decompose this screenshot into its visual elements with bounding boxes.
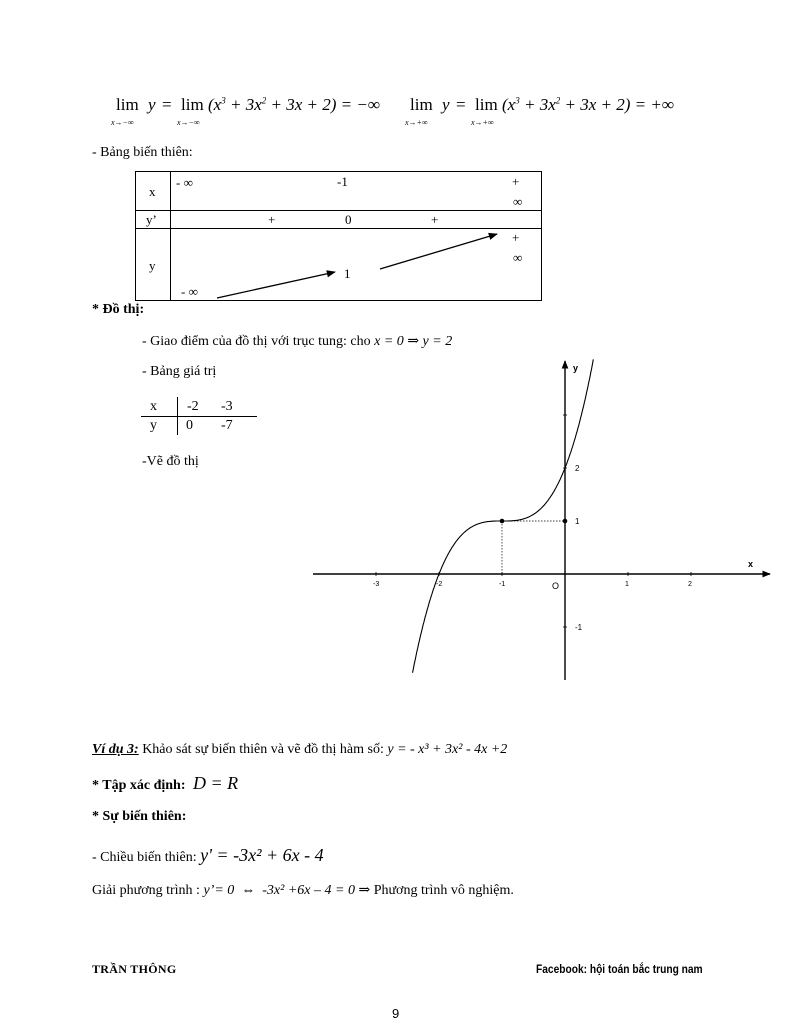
lim-subscript: x→+∞ [405, 118, 428, 127]
variation-heading: * Sự biến thiên: [92, 809, 187, 824]
example3-label: Ví dụ 3: [92, 742, 139, 757]
domain-label: * Tập xác định: [92, 778, 186, 793]
x-tick-label: -1 [499, 581, 506, 588]
lim-variable: y [148, 95, 156, 114]
example3-line [92, 742, 507, 758]
value-table-divider [177, 397, 178, 435]
y-tick-label: 2 [575, 464, 580, 473]
variation-arrows [135, 171, 541, 301]
lim-operator: lim [475, 95, 498, 114]
implies-symbol: ⇒ [407, 334, 420, 349]
polynomial-expression: $(x^3 + 3x^2 + 3x + 2)$ = +∞ [502, 95, 674, 114]
x-infinity: ∞ [513, 194, 523, 209]
increasing-arrow-left [217, 272, 335, 298]
x-critical-value: -1 [337, 174, 348, 189]
y-axis-label: y [573, 363, 579, 373]
variation-table-label: - Bảng biến thiên: [92, 145, 193, 160]
graph-heading: * Đồ thị: [92, 302, 145, 317]
footer-facebook: Facebook: hội toán bắc trung nam [536, 962, 703, 976]
row-label-x: x [149, 184, 156, 199]
x-minus-infinity: - ∞ [176, 175, 193, 190]
lim-operator: lim [116, 95, 139, 114]
value-table-label: - Bảng giá trị [142, 364, 217, 379]
equals-sign: = [456, 95, 466, 114]
y-intercept-1-point [563, 519, 568, 524]
inflection-point [500, 519, 505, 524]
row-label-yprime: y’ [146, 212, 157, 227]
origin-label: O [552, 581, 560, 591]
example3-function: y = - x³ + 3x² - 4x +2 [387, 742, 508, 757]
polynomial-expression: $(x^3 + 3x^2 + 3x + 2)$ = −∞ [208, 95, 380, 114]
value-table-x-label: x [150, 399, 157, 414]
increasing-arrow-right [380, 234, 497, 269]
y-infinity: ∞ [513, 250, 523, 265]
lim-variable: y [442, 95, 450, 114]
yprime-sign-right: + [431, 212, 439, 227]
derivative-formula: y' = -3x² + 6x - 4 [200, 845, 324, 865]
value-table-cell: -3 [221, 399, 233, 414]
y-tick-label: 1 [575, 517, 580, 526]
x-tick-label: 2 [688, 581, 692, 588]
lim-subscript: x→−∞ [177, 118, 200, 127]
domain-line [92, 773, 238, 794]
x-axis-label: x [748, 559, 754, 569]
value-table-divider [141, 416, 257, 417]
intersection-math: x = 0 [374, 334, 404, 349]
y-tick-label: -1 [575, 623, 583, 632]
x-tick-label: -2 [436, 581, 443, 588]
y-plus-sign: + [512, 230, 520, 245]
intersection-text: - Giao điểm của đồ thị với trục tung: cho [142, 334, 375, 349]
intersection-line [142, 333, 452, 350]
lim-subscript: x→+∞ [471, 118, 494, 127]
x-plus-sign: + [512, 174, 520, 189]
direction-line [92, 845, 324, 866]
yprime-sign-left: + [268, 212, 276, 227]
domain-value: D = R [193, 773, 239, 793]
example3-text: Khảo sát sự biến thiên và vẽ đồ thị hàm số: [138, 742, 388, 757]
value-table-y-label: y [150, 418, 157, 433]
intersection-math: y = 2 [422, 334, 453, 349]
lim-operator: lim [181, 95, 204, 114]
cubic-curve [413, 359, 594, 672]
solve-eq: -3x² +6x – 4 = 0 [262, 883, 355, 898]
solve-text: Giải phương trình : [92, 883, 204, 898]
direction-label: - Chiều biến thiên: [92, 850, 201, 865]
implies-symbol: ⇒ [358, 883, 371, 898]
solve-conclusion: Phương trình vô nghiệm. [370, 883, 514, 898]
x-tick-label: -3 [373, 581, 380, 588]
function-graph [300, 355, 775, 690]
value-table-cell: 0 [186, 418, 193, 433]
solve-eq: y’= 0 [203, 883, 235, 898]
y-critical-value: 1 [344, 266, 351, 281]
lim-subscript: x→−∞ [111, 118, 134, 127]
equals-sign: = [162, 95, 172, 114]
footer-author: TRẦN THÔNG [92, 962, 177, 976]
lim-operator: lim [410, 95, 433, 114]
yprime-zero: 0 [345, 212, 352, 227]
y-minus-infinity: - ∞ [181, 284, 198, 299]
value-table-cell: -7 [221, 418, 233, 433]
row-label-y: y [149, 258, 156, 273]
value-table-cell: -2 [187, 399, 199, 414]
solve-line [92, 882, 514, 899]
page-number: 9 [392, 1006, 400, 1021]
draw-graph-label: -Vẽ đồ thị [142, 454, 199, 469]
x-tick-label: 1 [625, 581, 629, 588]
equivalence-symbol: ⇔ [241, 883, 256, 898]
